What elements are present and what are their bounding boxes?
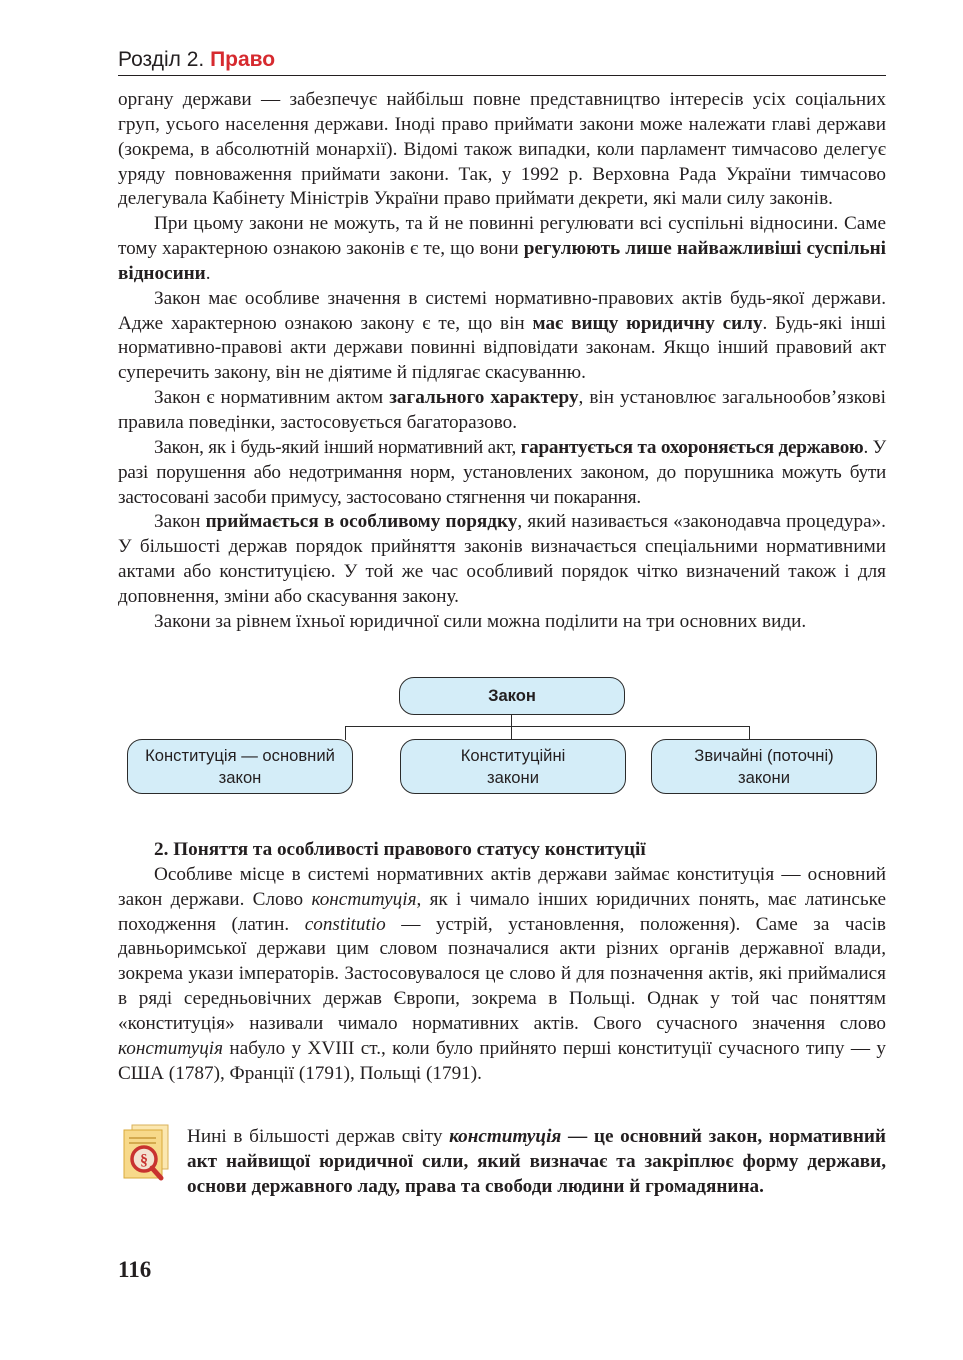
italic-term: constitutio <box>304 913 386 935</box>
paragraph-7: Закони за рівнем їхньої юридичної сили можна поділити на три основних види. <box>154 610 807 632</box>
section-label: Розділ 2. <box>118 48 205 71</box>
diagram-box-constitutional-laws: Конституційні закони <box>400 739 626 794</box>
main-text <box>118 88 886 635</box>
text-run: набуло у XVIII ст., коли було прийнято перші конституції сучасного типу — у США (1787), Франції (1791), Польщі (1791). <box>118 1037 886 1084</box>
text-run: , як і чимало інших юридичних понять, має латинське походження (латин. <box>118 888 886 935</box>
text-run: Закон <box>154 511 206 533</box>
diagram-box-constitution: Конституція — основний закон <box>127 739 353 794</box>
definition-text <box>187 1125 886 1200</box>
law-document-icon <box>118 1122 174 1182</box>
connector-line <box>511 714 512 726</box>
text-run: Закон, як і будь-який інший нормативний акт, <box>154 436 521 458</box>
bold-term: загального характеру <box>389 387 579 409</box>
text-run: Закон є нормативним актом <box>154 387 390 409</box>
paragraph-6 <box>118 510 886 609</box>
text-run: . У разі порушення або недотримання норм, установлених законом, до порушника можуть бути застосовані засоби примусу, застосовано стягнення чи покарання. <box>118 436 886 508</box>
paragraph-4 <box>118 386 886 436</box>
connector-line <box>345 726 749 727</box>
diagram-box-ordinary-laws: Звичайні (поточні) закони <box>651 739 877 794</box>
section-title: Право <box>210 48 276 71</box>
text-run: Закон має особливе значення в системі нормативно-правових актів будь-якої держави. Адже характерною ознакою закону є те, що він <box>118 287 886 334</box>
page-number: 116 <box>118 1257 152 1282</box>
text-run: . <box>205 262 211 284</box>
text-run: — устрій, установлення, положення). Саме за часів давньоримської держави цим словом позначалися акти різних органів державної влади, зокрема укази імператорів. Застосовувалося це слово й для позначення актів, які приймалися в ряді середньовічних держав Європи, зокрема в Польщі. Однак у той час поняттям «конституція» називали чимало нормативних актів. Свого сучасного значення слово <box>118 913 886 1034</box>
text-run: При цьому закони не можуть, та й не повинні регулювати всі суспільні відносини. Саме тому характерною ознакою законів є те, що вони <box>118 213 886 260</box>
page-header <box>118 44 886 76</box>
paragraph-5 <box>118 436 886 511</box>
text-run: — це основний закон, нормативний акт найвищої юридичної сили, який визначає та закріплює форму держави, основи державного ладу, права та свободи людини й громадянина. <box>187 1126 886 1197</box>
constitution-definition <box>187 1125 886 1200</box>
paragraph-3 <box>118 287 886 386</box>
italic-term: конституція <box>449 1126 562 1147</box>
text-run: Нині в більшості держав світу <box>187 1126 450 1147</box>
section-heading: 2. Поняття та особливості правового статусу конституції <box>154 839 646 860</box>
text-run: Особливе місце в системі нормативних актів держави займає конституція — основний закон держави. Слово <box>118 863 886 910</box>
italic-term: конституція <box>311 888 417 910</box>
bold-term: приймається в особливому порядку <box>205 511 518 533</box>
text-run: , який називається «законодавча процедура». У більшості держав порядок прийняття законів визначається спеціальними нормативними актами або конституцією. У той же час особливий порядок чітко визначений також і для доповнення, зміни або скасування закону. <box>118 511 886 607</box>
svg-text:§: § <box>140 1152 148 1169</box>
connector-line <box>749 726 750 740</box>
paragraph-2 <box>118 212 886 287</box>
connector-line <box>345 726 346 740</box>
diagram-root-box: Закон <box>399 677 625 715</box>
bold-term: регулюють лише найважливіші суспільні відносини <box>118 238 886 284</box>
text-run: . Будь-які інші нормативно-правові акти держави повинні відповідати законам. Якщо інший правовий акт суперечить закону, він не діятиме й підлягає скасуванню. <box>118 312 886 384</box>
text-run: , він установлює загальнообов’язкові правила поведінки, застосовується багаторазово. <box>118 387 886 433</box>
bold-term: має вищу юридичну силу <box>532 312 763 334</box>
paragraph-1: органу держави — забезпечує найбільш повне представництво інтересів усіх соціальних груп, усього населення держави. Іноді право приймати закони може належати главі держави (зокрема, в абсолютній монархії). Відомі також випадки, коли парламент тимчасово делегує уряду повноваження приймати закони. Так, у 1992 р. Верховна Рада України тимчасово делегувала Кабінету Міністрів України право приймати декрети, які мали силу законів. <box>118 89 886 210</box>
section-paragraph <box>118 863 886 1087</box>
italic-term: конституція <box>118 1037 224 1059</box>
law-document-icon-svg <box>118 1122 174 1182</box>
section-2 <box>118 838 886 1086</box>
connector-line <box>511 726 512 740</box>
bold-term: гарантується та охороняється державою <box>520 436 864 458</box>
